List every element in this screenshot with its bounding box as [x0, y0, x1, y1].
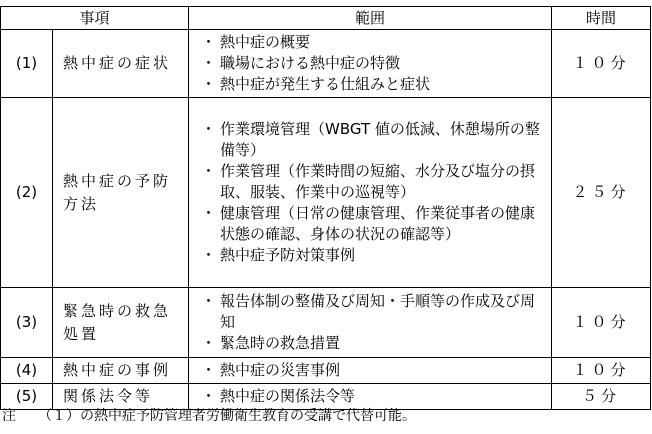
scope-list-item: ・ 報告体制の整備及び周知・手順等の作成及び周知 — [203, 291, 543, 333]
row-number: (4) — [1, 358, 53, 384]
scope-list-item: ・ 熱中症の概要 — [203, 32, 543, 53]
row-scope — [189, 30, 552, 98]
row-item — [53, 358, 189, 384]
row-item-label: 関係法令等 — [63, 387, 154, 405]
scope-list — [203, 360, 543, 381]
row-scope — [189, 98, 552, 288]
scope-list-item: ・ 熱中症予防対策事例 — [203, 245, 543, 266]
row-item — [53, 30, 189, 98]
row-item-label: 緊急時の救急処置 — [63, 301, 172, 343]
header-scope: 範囲 — [189, 7, 552, 30]
row-scope — [189, 358, 552, 384]
scope-list-item: ・ 職場における熱中症の特徴 — [203, 53, 543, 74]
scope-list-item: ・ 熱中症が発生する仕組みと症状 — [203, 74, 543, 95]
row-number: (3) — [1, 288, 53, 358]
table-row — [1, 98, 651, 288]
row-item-label: 熱中症の事例 — [63, 361, 172, 379]
scope-list-item: ・ 健康管理（日常の健康管理、作業従事者の健康状態の確認、身体の状況の確認等） — [203, 203, 543, 245]
row-scope — [189, 288, 552, 358]
table-row — [1, 358, 651, 384]
table-body — [1, 30, 651, 410]
scope-list — [203, 119, 543, 266]
footnote-text: （１）の熱中症予防管理者労働衛生教育の受講で代替可能。 — [38, 408, 416, 424]
row-item-label: 熱中症の予防方法 — [63, 171, 172, 213]
table-row — [1, 288, 651, 358]
header-item: 事項 — [1, 7, 189, 30]
scope-list-item: ・ 熱中症の関係法令等 — [203, 386, 543, 407]
row-time: １０分 — [552, 288, 651, 358]
header-time: 時間 — [552, 7, 651, 30]
scope-list — [203, 386, 543, 407]
row-number: (1) — [1, 30, 53, 98]
scope-list-item: ・ 作業管理（作業時間の短縮、水分及び塩分の摂取、服装、作業中の巡視等） — [203, 161, 543, 203]
footnote — [2, 406, 416, 426]
scope-list-item: ・ 緊急時の救急措置 — [203, 333, 543, 354]
scope-list-item: ・ 作業環境管理（WBGT 値の低減、休憩場所の整備等） — [203, 119, 543, 161]
table-header-row — [1, 7, 651, 30]
curriculum-table — [0, 6, 651, 410]
row-time: １０分 — [552, 358, 651, 384]
row-item — [53, 288, 189, 358]
scope-list — [203, 291, 543, 354]
row-item — [53, 98, 189, 288]
row-number: (5) — [1, 384, 53, 410]
footnote-mark: 注 — [2, 408, 16, 424]
row-item-label: 熱中症の症状 — [63, 54, 172, 72]
scope-list-item: ・ 熱中症の災害事例 — [203, 360, 543, 381]
scope-list — [203, 32, 543, 95]
row-number: (2) — [1, 98, 53, 288]
table-row — [1, 30, 651, 98]
row-time: ２５分 — [552, 98, 651, 288]
row-time: ５分 — [552, 384, 651, 410]
row-time: １０分 — [552, 30, 651, 98]
